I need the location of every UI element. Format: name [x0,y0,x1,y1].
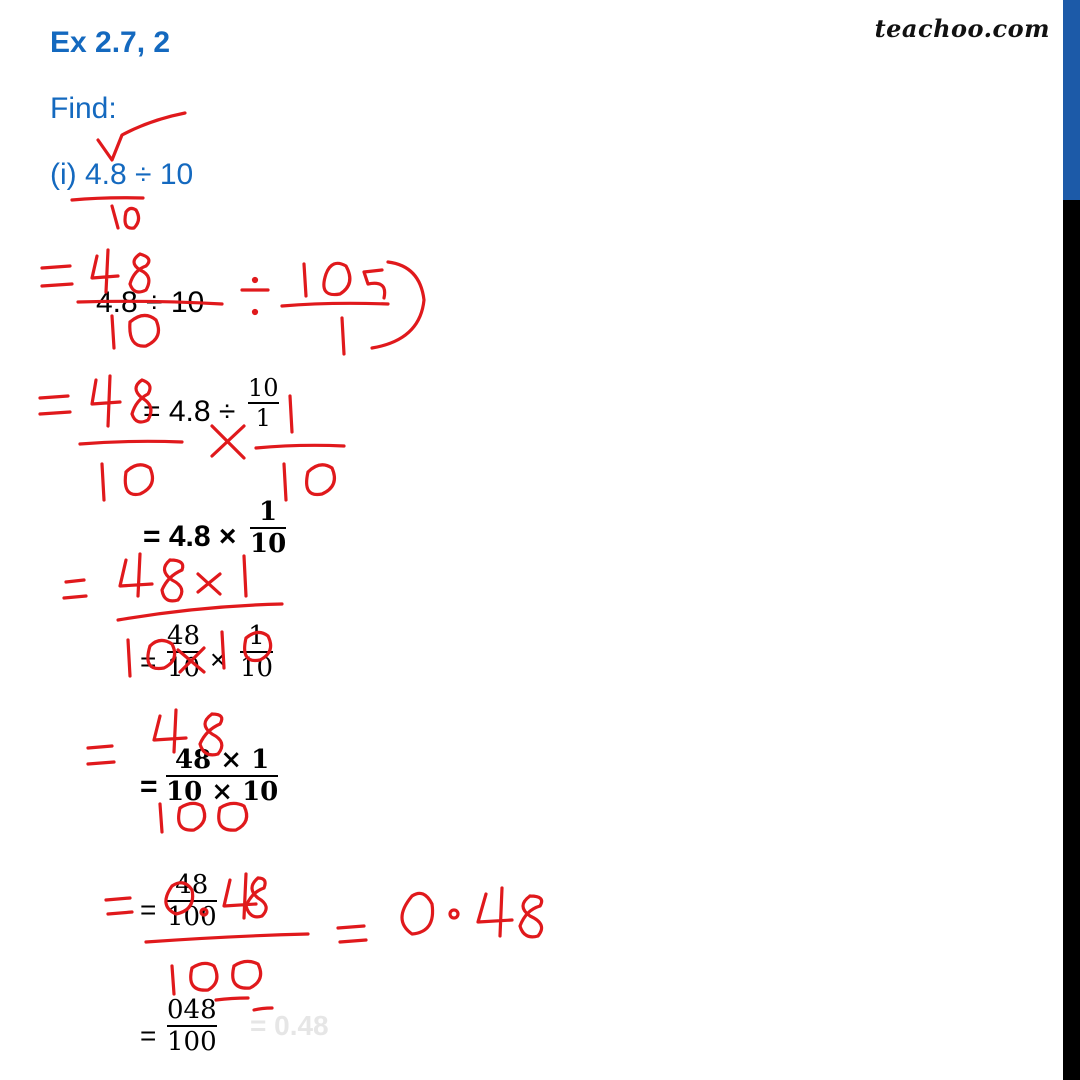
hw-48-f [162,560,183,601]
step-2-prefix: = 4.8 ÷ [143,395,236,428]
hw-48-i [224,874,256,918]
step-6-denominator: 100 [167,902,217,932]
exercise-title: Ex 2.7, 2 [50,26,171,59]
step-5-denominator: 10 × 10 [166,777,279,807]
scrollbar-thumb[interactable] [1063,0,1080,200]
hw-equals-6 [338,926,366,942]
step-4-num-2: 1 [248,621,265,651]
question-part: (i) 4.8 ÷ 10 [50,158,194,191]
hw-4-b [478,888,512,936]
hw-48-j [246,878,266,917]
hw-frac-line-6 [146,934,308,942]
step-7-result: = 0.48 [250,1010,329,1041]
step-1: 4.8 ÷ 10 [96,286,205,319]
hw-equals-2 [40,396,70,414]
step-6-fraction [167,870,217,932]
step-3-prefix: = 4.8 × [143,520,237,553]
hw-times [212,426,244,458]
hw-1-b [342,318,344,354]
hw-5-loop [364,270,385,298]
hw-10-c [102,464,152,500]
step-3-fraction [250,497,286,559]
step-7-numerator: 048 [167,995,217,1025]
hw-48-c [92,376,120,426]
step-5-numerator: 48 × 1 [175,745,270,775]
hw-bracket [372,262,424,348]
hw-divide-dot-1 [254,279,257,282]
step-6-equals: = [140,894,157,925]
hw-underline-final [216,998,272,1010]
step-4-num-1: 48 [167,621,201,651]
hw-frac-line-3 [80,441,182,444]
step-4-den-1: 10 [167,653,201,683]
step-4-equals: = [140,646,157,677]
step-2-numerator: 10 [248,374,279,402]
hw-8-b [520,896,542,937]
hw-frac-line-4 [256,445,344,448]
underline-4-8 [72,198,143,200]
step-5-equals: = [140,770,158,803]
step-3-numerator: 1 [259,497,278,527]
hw-divide-dot-2 [254,311,257,314]
hw-equals-5 [106,898,132,914]
hw-100-b [172,961,261,994]
step-5-fraction [166,745,278,807]
hw-equals-1 [42,266,72,286]
step-4-fraction-1 [167,621,200,683]
hw-equals-4 [88,746,114,764]
hw-0-b [402,893,433,934]
hw-1-c [290,396,292,432]
step-4-times: × [210,644,227,675]
handwritten-10-top [112,206,139,228]
brand-logo: teachoo.com [874,14,1050,43]
hw-100-a [160,803,247,832]
hw-decimal-dot-2 [450,910,458,918]
step-2-fraction [248,374,279,432]
step-2-denominator: 1 [255,404,271,432]
hw-x [198,574,220,594]
hw-48-e [120,554,152,596]
step-7-fraction [167,995,217,1057]
step-7-denominator: 100 [167,1027,217,1057]
step-4-den-2: 10 [240,653,274,683]
hw-10-b [304,263,350,296]
step-6-numerator: 48 [175,870,209,900]
hw-equals-3 [64,580,86,598]
hw-frac-line-5 [118,604,282,620]
step-4-fraction-2 [240,621,273,683]
hw-frac-line-2 [282,303,388,306]
hw-10-a [112,315,158,348]
hw-10-d [284,464,334,500]
step-3-denominator: 10 [250,529,287,559]
step-7-equals: = [140,1020,157,1051]
hw-1-e [244,556,246,596]
find-label: Find: [50,92,117,125]
